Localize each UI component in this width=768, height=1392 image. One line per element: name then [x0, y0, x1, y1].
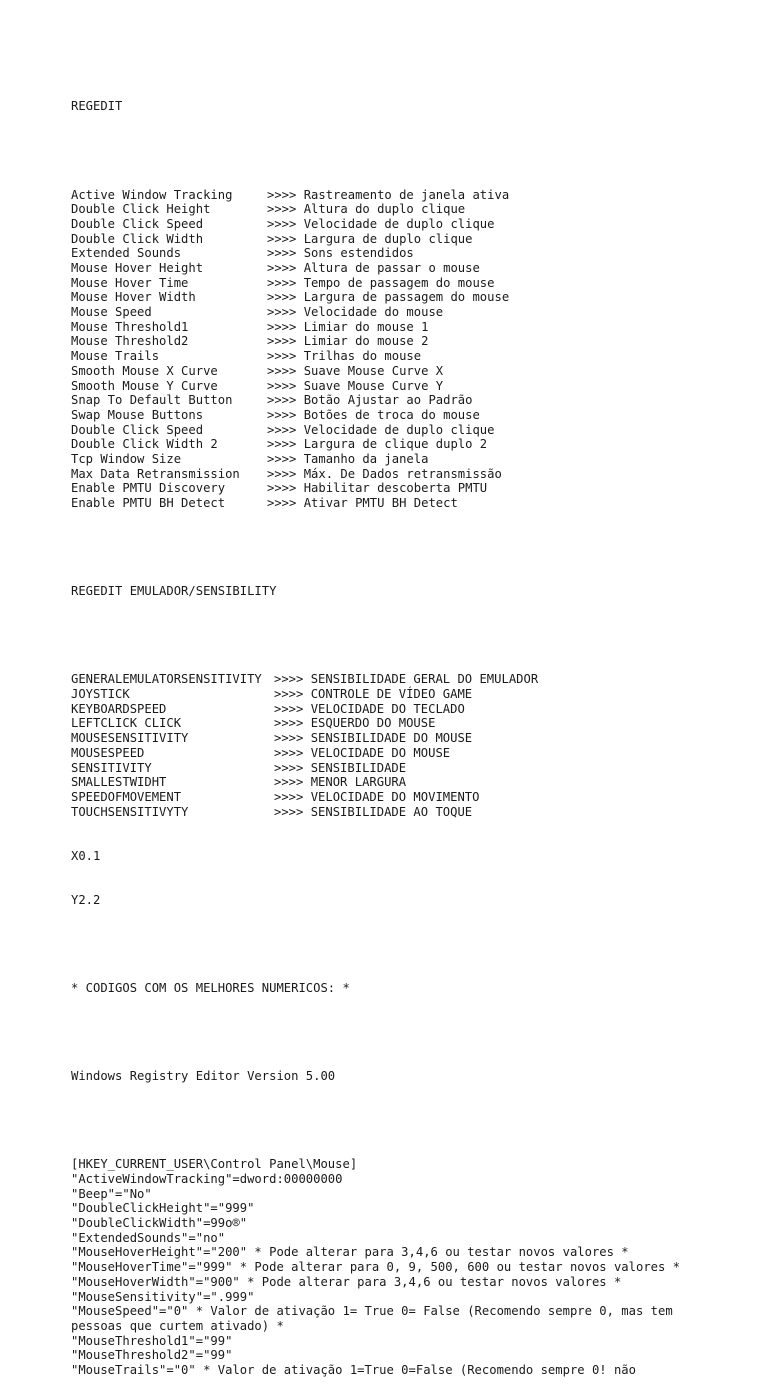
- setting-translation: Ativar PMTU BH Detect: [303, 496, 458, 511]
- setting-translation: Máx. De Dados retransmissão: [303, 466, 502, 481]
- blank-line: [71, 144, 761, 159]
- setting-translation: Botão Ajustar ao Padrão: [303, 393, 473, 408]
- setting-key: Mouse Hover Time: [71, 275, 189, 290]
- translation-row: [71, 379, 761, 394]
- translation-row: [71, 437, 761, 452]
- setting-key: MOUSESENSITIVITY: [71, 731, 189, 746]
- registry-line: "MouseSpeed"="0" * Valor de ativação 1= True 0= False (Recomendo sempre 0, mas tem: [71, 1304, 673, 1319]
- registry-header: Windows Registry Editor Version 5.00: [71, 1069, 336, 1084]
- translation-row: [71, 232, 761, 247]
- emulator-translation-list: [71, 672, 761, 819]
- translation-row: [71, 202, 761, 217]
- setting-key: Extended Sounds: [71, 246, 182, 261]
- setting-translation: SENSIBILIDADE: [310, 760, 407, 775]
- translation-row: [71, 408, 761, 423]
- arrow-separator: >>>>: [274, 804, 304, 819]
- setting-translation: Botões de troca do mouse: [303, 407, 480, 422]
- setting-key: SPEEDOFMOVEMENT: [71, 789, 182, 804]
- setting-translation: Trilhas do mouse: [303, 349, 422, 364]
- arrow-separator: >>>>: [267, 378, 297, 393]
- section-title-emulator: REGEDIT EMULADOR/SENSIBILITY: [71, 584, 277, 599]
- setting-translation: VELOCIDADE DO MOVIMENTO: [310, 789, 480, 804]
- translation-row: [71, 467, 761, 482]
- blank-line: [71, 1113, 761, 1128]
- setting-translation: Sons estendidos: [303, 246, 414, 261]
- translation-row: [71, 702, 761, 717]
- setting-key: Double Click Height: [71, 202, 211, 217]
- arrow-separator: >>>>: [267, 407, 297, 422]
- blank-line: [71, 540, 761, 555]
- setting-translation: Limiar do mouse 2: [303, 334, 429, 349]
- setting-key: LEFTCLICK CLICK: [71, 716, 182, 731]
- translation-row: [71, 320, 761, 335]
- translation-row: [71, 364, 761, 379]
- setting-translation: CONTROLE DE VÍDEO GAME: [310, 687, 473, 702]
- translation-row: [71, 217, 761, 232]
- arrow-separator: >>>>: [267, 261, 297, 276]
- setting-translation: Velocidade do mouse: [303, 305, 444, 320]
- setting-key: Swap Mouse Buttons: [71, 407, 204, 422]
- arrow-separator: >>>>: [267, 246, 297, 261]
- setting-key: GENERALEMULATORSENSITIVITY: [71, 672, 262, 687]
- arrow-separator: >>>>: [267, 275, 297, 290]
- setting-translation: VELOCIDADE DO MOUSE: [310, 745, 451, 760]
- arrow-separator: >>>>: [267, 334, 297, 349]
- setting-translation: MENOR LARGURA: [310, 775, 407, 790]
- setting-key: Mouse Speed: [71, 305, 152, 320]
- note-line: * CODIGOS COM OS MELHORES NUMERICOS: *: [71, 980, 350, 995]
- arrow-separator: >>>>: [274, 672, 304, 687]
- arrow-separator: >>>>: [267, 305, 297, 320]
- translation-row: [71, 261, 761, 276]
- x-value: X0.1: [71, 848, 101, 863]
- arrow-separator: >>>>: [267, 393, 297, 408]
- setting-translation: SENSIBILIDADE DO MOUSE: [310, 731, 473, 746]
- section-title-regedit: REGEDIT: [71, 99, 123, 114]
- arrow-separator: >>>>: [274, 687, 304, 702]
- registry-code-block: [71, 1157, 761, 1377]
- arrow-separator: >>>>: [267, 481, 297, 496]
- arrow-separator: >>>>: [274, 716, 304, 731]
- arrow-separator: >>>>: [267, 202, 297, 217]
- setting-key: Mouse Hover Height: [71, 261, 204, 276]
- translation-row: [71, 716, 761, 731]
- arrow-separator: >>>>: [274, 775, 304, 790]
- translation-row: [71, 290, 761, 305]
- translation-row: [71, 423, 761, 438]
- translation-row: [71, 805, 761, 820]
- arrow-separator: >>>>: [267, 422, 297, 437]
- document-page: [71, 70, 761, 1392]
- blank-line: [71, 1025, 761, 1040]
- translation-row: [71, 731, 761, 746]
- setting-translation: Velocidade de duplo clique: [303, 216, 495, 231]
- translation-row: [71, 687, 761, 702]
- setting-key: Mouse Hover Width: [71, 290, 196, 305]
- setting-key: Mouse Threshold2: [71, 334, 189, 349]
- setting-translation: Largura de passagem do mouse: [303, 290, 510, 305]
- setting-translation: Suave Mouse Curve Y: [303, 378, 444, 393]
- setting-key: Enable PMTU BH Detect: [71, 496, 226, 511]
- setting-key: Double Click Speed: [71, 216, 204, 231]
- translation-row: [71, 761, 761, 776]
- translation-row: [71, 672, 761, 687]
- setting-key: Enable PMTU Discovery: [71, 481, 226, 496]
- setting-key: Double Click Speed: [71, 422, 204, 437]
- setting-key: MOUSESPEED: [71, 745, 145, 760]
- setting-translation: Altura de passar o mouse: [303, 261, 480, 276]
- registry-line: "MouseHoverWidth"="900" * Pode alterar para 3,4,6 ou testar novos valores *: [71, 1274, 622, 1289]
- setting-translation: VELOCIDADE DO TECLADO: [310, 701, 465, 716]
- setting-translation: ESQUERDO DO MOUSE: [310, 716, 436, 731]
- arrow-separator: >>>>: [267, 319, 297, 334]
- setting-key: Snap To Default Button: [71, 393, 233, 408]
- registry-line: [HKEY_CURRENT_USER\Control Panel\Mouse]: [71, 1157, 358, 1172]
- setting-key: SMALLESTWIDHT: [71, 775, 167, 790]
- arrow-separator: >>>>: [267, 437, 297, 452]
- translation-row: [71, 276, 761, 291]
- registry-line: "MouseThreshold1"="99": [71, 1333, 233, 1348]
- translation-row: [71, 790, 761, 805]
- setting-key: Double Click Width: [71, 231, 204, 246]
- setting-translation: Rastreamento de janela ativa: [303, 187, 510, 202]
- setting-key: Mouse Trails: [71, 349, 160, 364]
- arrow-separator: >>>>: [267, 363, 297, 378]
- setting-key: Double Click Width 2: [71, 437, 218, 452]
- setting-translation: Limiar do mouse 1: [303, 319, 429, 334]
- registry-line: "MouseHoverTime"="999" * Pode alterar para 0, 9, 500, 600 ou testar novos valores *: [71, 1260, 681, 1275]
- registry-line: "Beep"="No": [71, 1186, 152, 1201]
- translation-row: [71, 746, 761, 761]
- blank-line: [71, 628, 761, 643]
- blank-line: [71, 937, 761, 952]
- setting-key: Active Window Tracking: [71, 187, 233, 202]
- registry-line: "MouseThreshold2"="99": [71, 1348, 233, 1363]
- setting-key: Smooth Mouse X Curve: [71, 363, 218, 378]
- arrow-separator: >>>>: [267, 231, 297, 246]
- translation-row: [71, 246, 761, 261]
- setting-translation: Velocidade de duplo clique: [303, 422, 495, 437]
- setting-key: Tcp Window Size: [71, 451, 182, 466]
- arrow-separator: >>>>: [274, 789, 304, 804]
- arrow-separator: >>>>: [274, 731, 304, 746]
- setting-translation: Habilitar descoberta PMTU: [303, 481, 488, 496]
- setting-key: Smooth Mouse Y Curve: [71, 378, 218, 393]
- translation-row: [71, 452, 761, 467]
- setting-translation: Suave Mouse Curve X: [303, 363, 444, 378]
- setting-translation: Largura de clique duplo 2: [303, 437, 488, 452]
- setting-translation: SENSIBILIDADE AO TOQUE: [310, 804, 473, 819]
- y-value: Y2.2: [71, 892, 101, 907]
- translation-row: [71, 393, 761, 408]
- registry-line: "MouseHoverHeight"="200" * Pode alterar para 3,4,6 ou testar novos valores *: [71, 1245, 629, 1260]
- regedit-translation-list: [71, 188, 761, 511]
- arrow-separator: >>>>: [267, 187, 297, 202]
- setting-key: Max Data Retransmission: [71, 466, 240, 481]
- registry-line: pessoas que curtem ativado) *: [71, 1318, 284, 1333]
- translation-row: [71, 349, 761, 364]
- translation-row: [71, 775, 761, 790]
- translation-row: [71, 188, 761, 203]
- translation-row: [71, 305, 761, 320]
- registry-line: "MouseSensitivity"=".999": [71, 1289, 255, 1304]
- arrow-separator: >>>>: [267, 496, 297, 511]
- setting-key: Mouse Threshold1: [71, 319, 189, 334]
- setting-translation: Largura de duplo clique: [303, 231, 473, 246]
- setting-key: KEYBOARDSPEED: [71, 701, 167, 716]
- registry-line: "MouseTrails"="0" * Valor de ativação 1=True 0=False (Recomendo sempre 0! não: [71, 1362, 636, 1377]
- setting-key: TOUCHSENSITIVYTY: [71, 804, 189, 819]
- arrow-separator: >>>>: [274, 745, 304, 760]
- setting-translation: Altura do duplo clique: [303, 202, 466, 217]
- translation-row: [71, 496, 761, 511]
- arrow-separator: >>>>: [274, 760, 304, 775]
- setting-key: SENSITIVITY: [71, 760, 152, 775]
- arrow-separator: >>>>: [267, 216, 297, 231]
- registry-line: "ActiveWindowTracking"=dword:00000000: [71, 1172, 343, 1187]
- arrow-separator: >>>>: [274, 701, 304, 716]
- translation-row: [71, 334, 761, 349]
- setting-translation: Tempo de passagem do mouse: [303, 275, 495, 290]
- arrow-separator: >>>>: [267, 349, 297, 364]
- registry-line: "ExtendedSounds"="no": [71, 1230, 226, 1245]
- setting-key: JOYSTICK: [71, 687, 130, 702]
- registry-line: "DoubleClickWidth"=99o®": [71, 1216, 248, 1231]
- arrow-separator: >>>>: [267, 451, 297, 466]
- registry-line: "DoubleClickHeight"="999": [71, 1201, 255, 1216]
- arrow-separator: >>>>: [267, 290, 297, 305]
- translation-row: [71, 481, 761, 496]
- arrow-separator: >>>>: [267, 466, 297, 481]
- setting-translation: Tamanho da janela: [303, 451, 429, 466]
- setting-translation: SENSIBILIDADE GERAL DO EMULADOR: [310, 672, 539, 687]
